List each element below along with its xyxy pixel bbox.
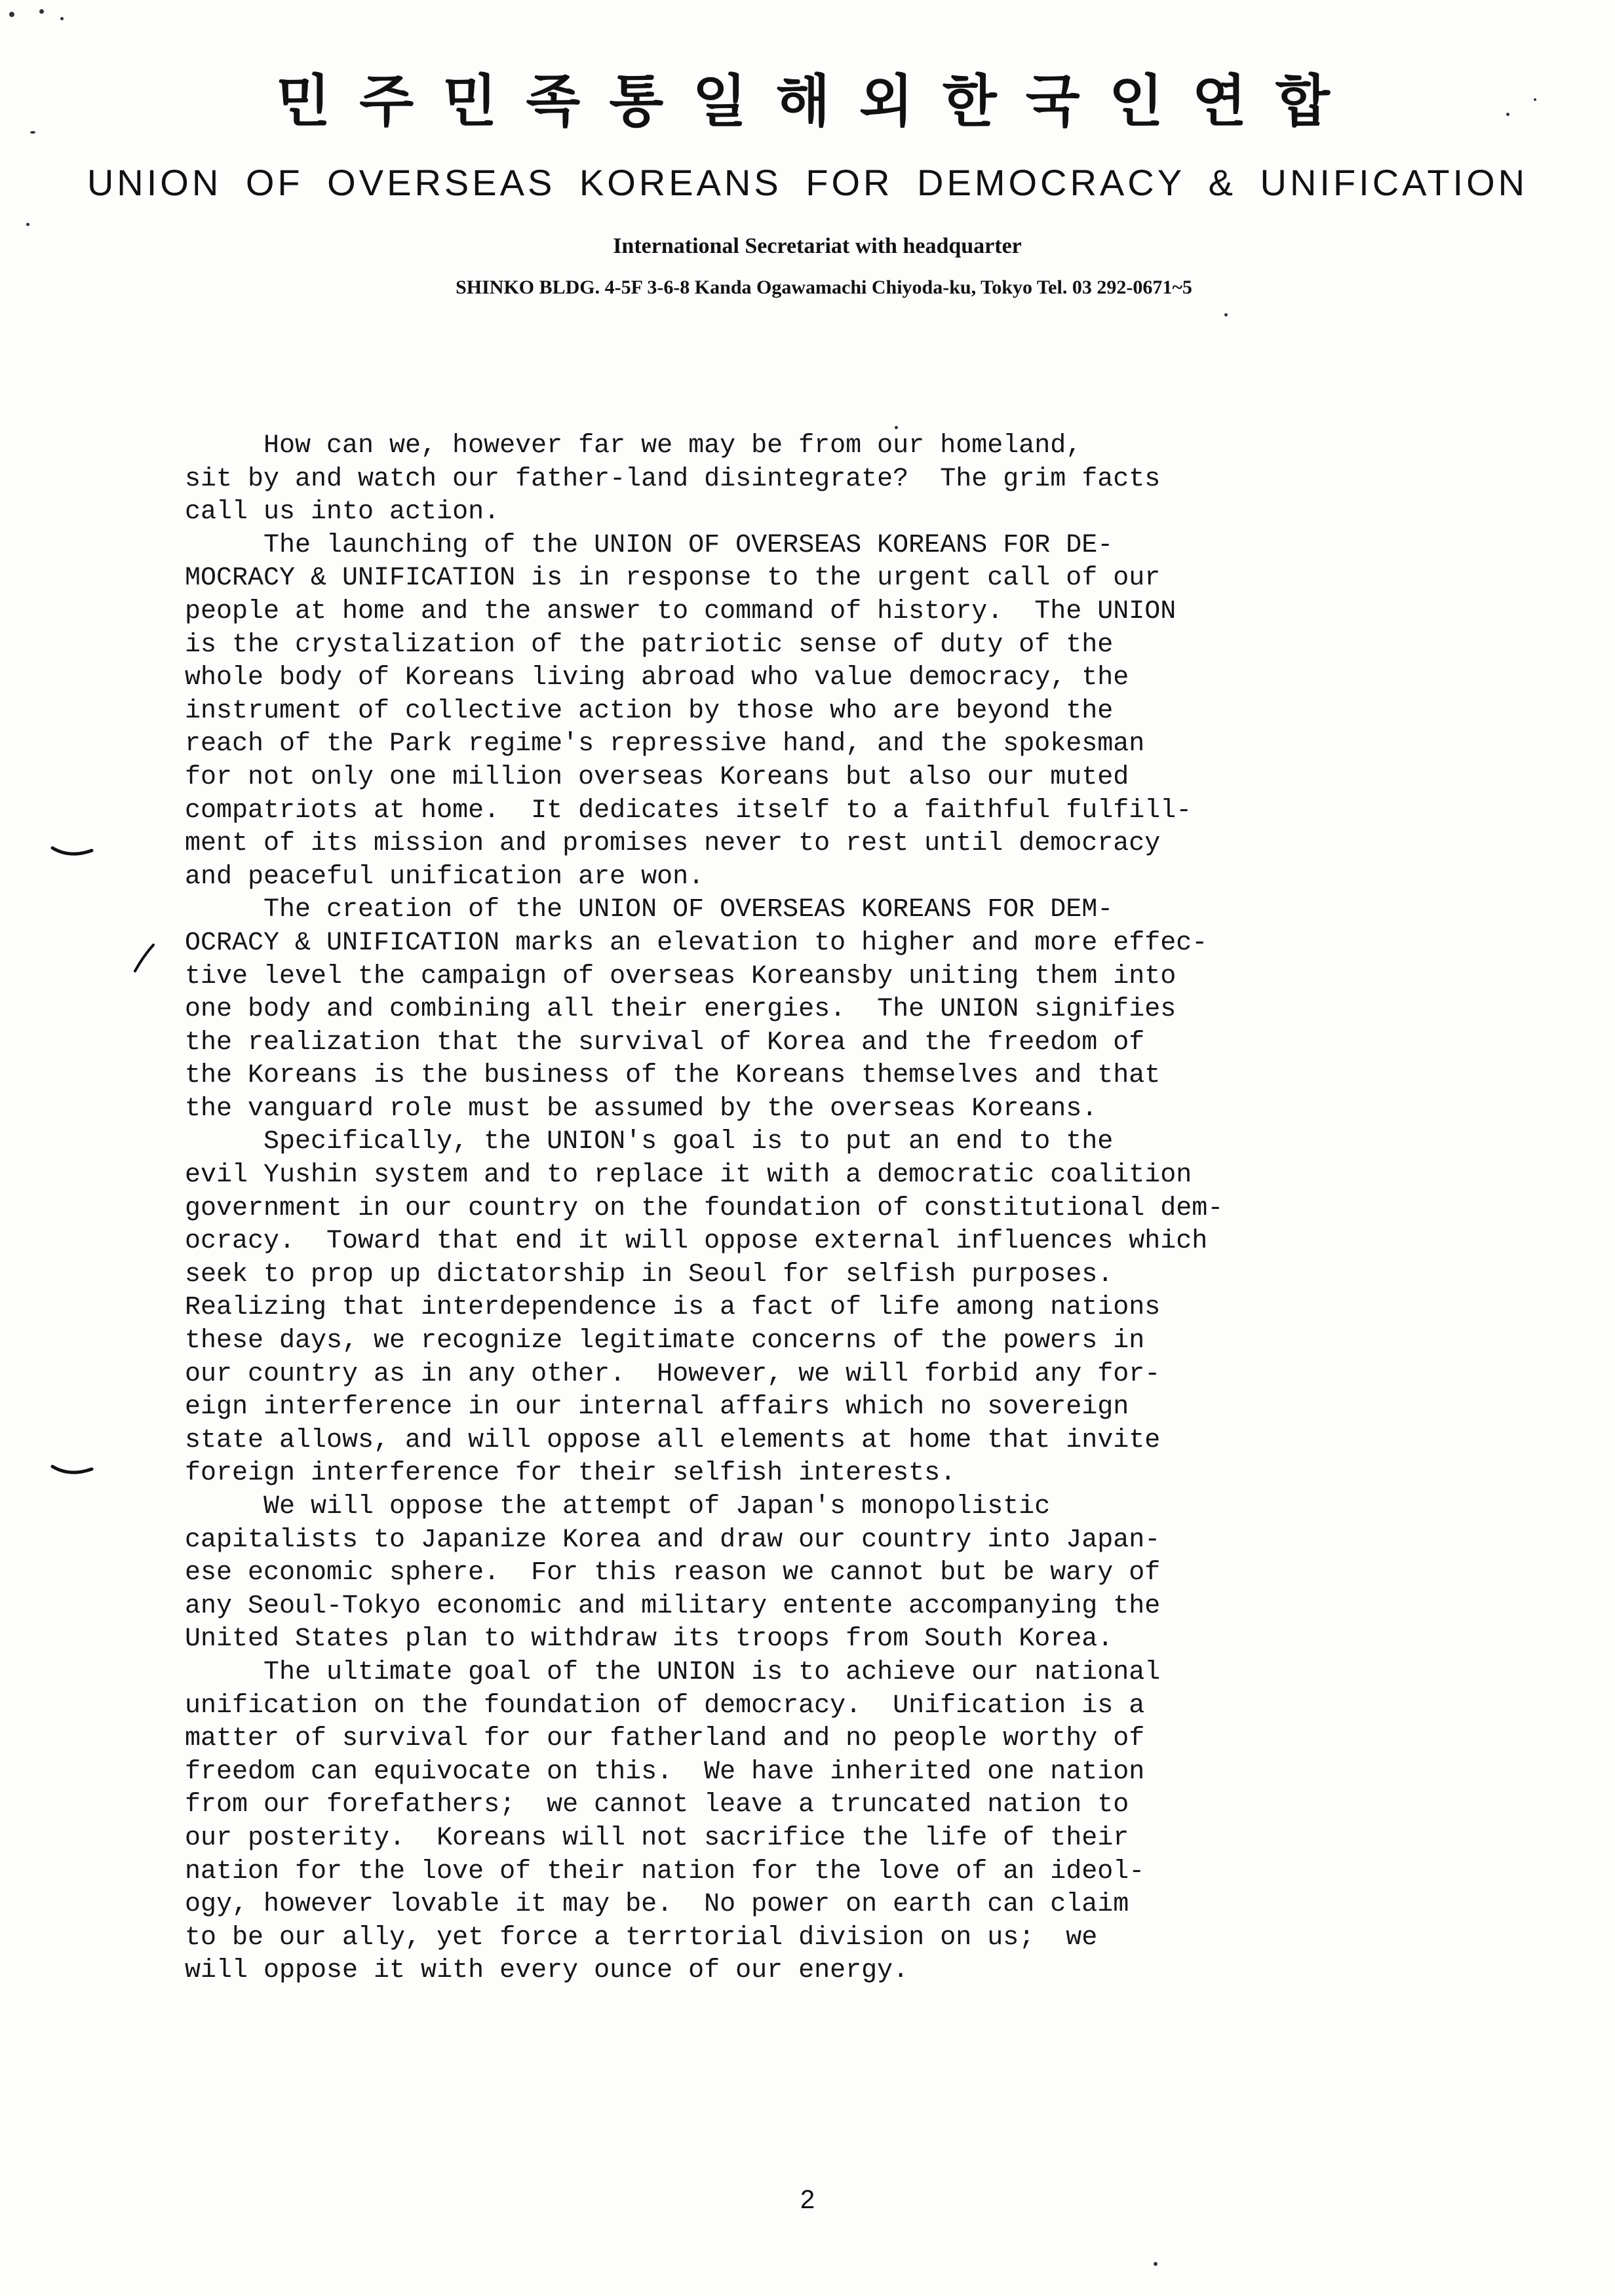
text-line: reach of the Park regime's repressive hand, and the spokesman xyxy=(185,729,1145,759)
text-line: for not only one million overseas Koreans but also our muted xyxy=(185,762,1129,792)
scan-speck xyxy=(60,17,64,20)
text-line: Specifically, the UNION's goal is to put an end to the xyxy=(185,1127,1114,1157)
text-line: freedom can equivocate on this. We have inherited one nation xyxy=(185,1757,1145,1787)
secretariat-line: International Secretariat with headquarter xyxy=(613,234,1022,258)
text-line: people at home and the answer to command of history. The UNION xyxy=(185,596,1177,626)
text-line: matter of survival for our fatherland and no people worthy of xyxy=(185,1724,1145,1754)
text-line: ment of its mission and promises never to rest until democracy xyxy=(185,829,1161,859)
scan-speck xyxy=(1154,2262,1158,2266)
scan-speck xyxy=(895,426,898,429)
text-line: Realizing that interdependence is a fact of life among nations xyxy=(185,1293,1161,1323)
text-line: our country as in any other. However, we will forbid any for- xyxy=(185,1359,1161,1389)
text-line: ese economic sphere. For this reason we cannot but be wary of xyxy=(185,1558,1161,1588)
text-line: foreign interference for their selfish interests. xyxy=(185,1459,956,1489)
text-line: sit by and watch our father-land disintegrate? The grim facts xyxy=(185,464,1161,494)
letterhead xyxy=(0,66,1615,301)
text-line: seek to prop up dictatorship in Seoul for selfish purposes. xyxy=(185,1259,1114,1290)
text-line: to be our ally, yet force a terrtorial division on us; we xyxy=(185,1923,1098,1953)
text-line: eign interference in our internal affairs which no sovereign xyxy=(185,1392,1129,1423)
text-line: state allows, and will oppose all elements at home that invite xyxy=(185,1425,1161,1455)
text-line: ocracy. Toward that end it will oppose external influences which xyxy=(185,1227,1208,1257)
text-line: MOCRACY & UNIFICATION is in response to the urgent call of our xyxy=(185,564,1161,594)
text-line: whole body of Koreans living abroad who value democracy, the xyxy=(185,663,1129,693)
text-line: United States plan to withdraw its troops from South Korea. xyxy=(185,1624,1114,1655)
text-line: the realization that the survival of Korea and the freedom of xyxy=(185,1027,1145,1058)
text-line: our posterity. Koreans will not sacrifice the life of their xyxy=(185,1823,1129,1853)
text-line: tive level the campaign of overseas Koreansby uniting them into xyxy=(185,961,1177,991)
text-line: We will oppose the attempt of Japan's monopolistic xyxy=(185,1492,1051,1521)
text-line: the vanguard role must be assumed by the overseas Koreans. xyxy=(185,1094,1098,1124)
text-line: unification on the foundation of democracy. Unification is a xyxy=(185,1691,1145,1721)
text-line: one body and combining all their energies. The UNION signifies xyxy=(185,995,1177,1025)
text-line: these days, we recognize legitimate concerns of the powers in xyxy=(185,1326,1145,1356)
address-line: SHINKO BLDG. 4-5F 3-6-8 Kanda Ogawamachi Chiyoda-ku, Tokyo Tel. 03 292-0671~5 xyxy=(456,277,1192,298)
text-line: instrument of collective action by those who are beyond the xyxy=(185,696,1114,726)
text-line: The ultimate goal of the UNION is to achieve our national xyxy=(185,1657,1161,1687)
text-line: ogy, however lovable it may be. No power on earth can claim xyxy=(185,1890,1129,1920)
body-text xyxy=(185,430,1325,1988)
scan-speck xyxy=(39,9,44,14)
text-line: government in our country on the foundation of constitutional dem- xyxy=(185,1193,1224,1223)
text-line: and peaceful unification are won. xyxy=(185,862,705,892)
text-line: the Koreans is the business of the Koreans themselves and that xyxy=(185,1061,1161,1091)
text-line: The creation of the UNION OF OVERSEAS KOREANS FOR DEM- xyxy=(185,895,1114,925)
text-line: nation for the love of their nation for the love of an ideol- xyxy=(185,1856,1145,1886)
margin-tick-mark xyxy=(50,1463,96,1482)
page-number: 2 xyxy=(800,2185,815,2214)
margin-tick-mark xyxy=(50,844,96,864)
margin-tick-mark xyxy=(131,942,157,975)
text-line: OCRACY & UNIFICATION marks an elevation to higher and more effec- xyxy=(185,928,1208,958)
text-line: from our forefathers; we cannot leave a truncated nation to xyxy=(185,1790,1129,1820)
text-line: compatriots at home. It dedicates itself to a faithful fulfill- xyxy=(185,795,1192,826)
text-line: call us into action. xyxy=(185,497,500,527)
organization-name-english: UNION OF OVERSEAS KOREANS FOR DEMOCRACY & UNIFICATION xyxy=(87,162,1528,203)
text-line: any Seoul-Tokyo economic and military entente accompanying the xyxy=(185,1591,1161,1621)
text-line: will oppose it with every ounce of our energy. xyxy=(185,1956,909,1986)
scan-speck xyxy=(1224,313,1228,316)
text-line: The launching of the UNION OF OVERSEAS KOREANS FOR DE- xyxy=(185,530,1114,560)
organization-name-korean: 민주민족통일해외한국인연합 xyxy=(276,69,1359,134)
text-line: is the crystalization of the patriotic sense of duty of the xyxy=(185,630,1114,660)
text-line: How can we, however far we may be from our homeland, xyxy=(185,431,1082,461)
text-line: capitalists to Japanize Korea and draw our country into Japan- xyxy=(185,1525,1161,1555)
scan-speck xyxy=(9,12,14,17)
text-line: evil Yushin system and to replace it with a democratic coalition xyxy=(185,1160,1192,1191)
